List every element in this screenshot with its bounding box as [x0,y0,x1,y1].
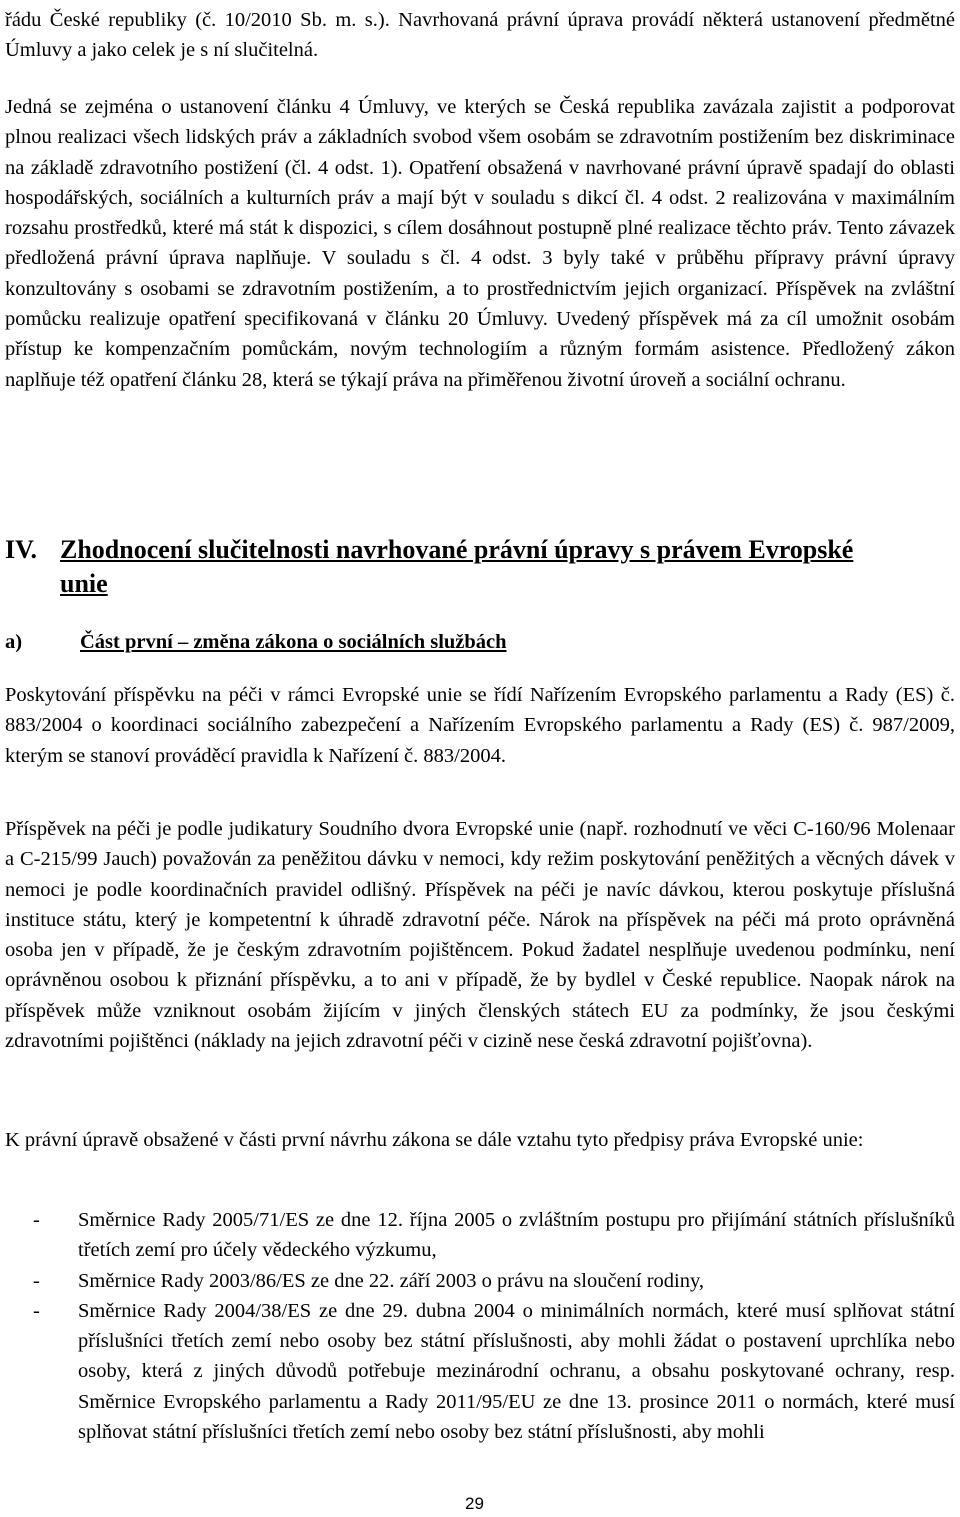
directive-list [5,1205,955,1447]
section-title-line2: unie [60,569,108,598]
list-item [5,1205,955,1266]
section-title-line1: Zhodnocení slučitelnosti navrhované právní úpravy s právem Evropské [60,535,854,564]
list-bullet: - [33,1269,40,1292]
list-bullet: - [33,1299,40,1322]
list-bullet: - [33,1209,40,1231]
paragraph-article-4: Jedná se zejména o ustanovení článku 4 Úmluvy, ve kterých se Česká republika zavázala zajistit a podporovat plnou realizaci všech lidských práv a základních svobod všem osobám se zdravotním postižením bez diskriminace na základě zdravotního postižení (čl. 4 odst. 1). Opatření obsažená v navrhované právní úpravě spadají do oblasti hospodářských, sociálních a kulturních práv a mají být v souladu s dikcí čl. 4 odst. 2 realizována v maximálním rozsahu prostředků, které má stát k dispozici, s cílem dosáhnout postupně plné realizace těchto práv. Tento závazek předložená právní úprava naplňuje. V souladu s čl. 4 odst. 3 byly také v průběhu přípravy právní úpravy konzultovány s osobami se zdravotním postižením, a to prostřednictvím jejich organizací. Příspěvek na zvláštní pomůcku realizuje opatření specifikovaná v článku 20 Úmluvy. Uvedený příspěvek má za cíl umožnit osobám přístup ke kompenzačním pomůckám, novým technologiím a různým formám asistence. Předložený zákon naplňuje též opatření článku 28, která se týkají práva na přiměřenou životní úroveň a sociální ochranu. [5,96,955,391]
paragraph-intro: řádu České republiky (č. 10/2010 Sb. m. s.). Navrhovaná právní úprava provádí některá ustanovení předmětné Úmluvy a jako celek je s ní slučitelná. [5,9,955,62]
list-item-text: Směrnice Rady 2003/86/ES ze dne 22. září 2003 o právu na sloučení rodiny, [78,1269,705,1292]
sub-heading-a [5,627,507,657]
list-item-text: Směrnice Rady 2005/71/ES ze dne 12. října 2005 o zvláštním postupu pro přijímání státních příslušníků třetích zemí pro účely vědeckého výzkumu, [78,1209,955,1262]
sub-heading-label: a) [5,631,23,653]
list-item [5,1266,955,1296]
page-number: 29 [465,1494,484,1513]
list-item-text: Směrnice Rady 2004/38/ES ze dne 29. dubna 2004 o minimálních normách, které musí splňovat státní příslušníci třetích zemí nebo osoby bez státní příslušnosti, aby mohli žádat o postavení uprchlíka nebo osoby, která z jiných důvodů potřebuje mezinárodní ochranu, a obsahu poskytované ochrany, resp. Směrnice Evropského parlamentu a Rady 2011/95/EU ze dne 13. prosince 2011 o normách, které musí splňovat státní příslušníci třetích zemí nebo osoby bez státní příslušnosti, aby mohli [78,1299,955,1444]
section-number: IV. [5,535,38,564]
paragraph-eu-directives-intro: K právní úpravě obsažené v části první návrhu zákona se dále vztahu tyto předpisy práva Evropské unie: [5,1129,864,1151]
sub-heading-title: Část první – změna zákona o sociálních službách [80,631,507,653]
list-item [5,1296,955,1447]
paragraph-eu-regulation: Poskytování příspěvku na péči v rámci Evropské unie se řídí Nařízením Evropského parlamentu a Rady (ES) č. 883/2004 o koordinaci sociálního zabezpečení a Nařízením Evropského parlamentu a Rady (ES) č. 987/2009, kterým se stanoví prováděcí pravidla k Nařízení č. 883/2004. [5,684,955,767]
paragraph-case-law: Příspěvek na péči je podle judikatury Soudního dvora Evropské unie (např. rozhodnutí ve věci C-160/96 Molenaar a C-215/99 Jauch) považován za peněžitou dávku v nemoci, kdy režim poskytování peněžitých a věcných dávek v nemoci je podle koordinačních pravidel odlišný. Příspěvek na péči je navíc dávkou, kterou poskytuje příslušná instituce státu, který je kompetentní k úhradě zdravotní péče. Nárok na příspěvek na péči má proto oprávněná osoba jen v případě, že je českým zdravotním pojištěncem. Pokud žadatel nesplňuje uvedenou podmínku, není oprávněnou osobou k přiznání příspěvku, a to ani v případě, že by bydlel v České republice. Naopak nárok na příspěvek může vzniknout osobám žijícím v jiných členských státech EU za podmínky, že jsou českými zdravotními pojištěnci (náklady na jejich zdravotní péči v cizině nese česká zdravotní pojišťovna). [5,818,955,1053]
section-heading-iv [5,533,955,601]
